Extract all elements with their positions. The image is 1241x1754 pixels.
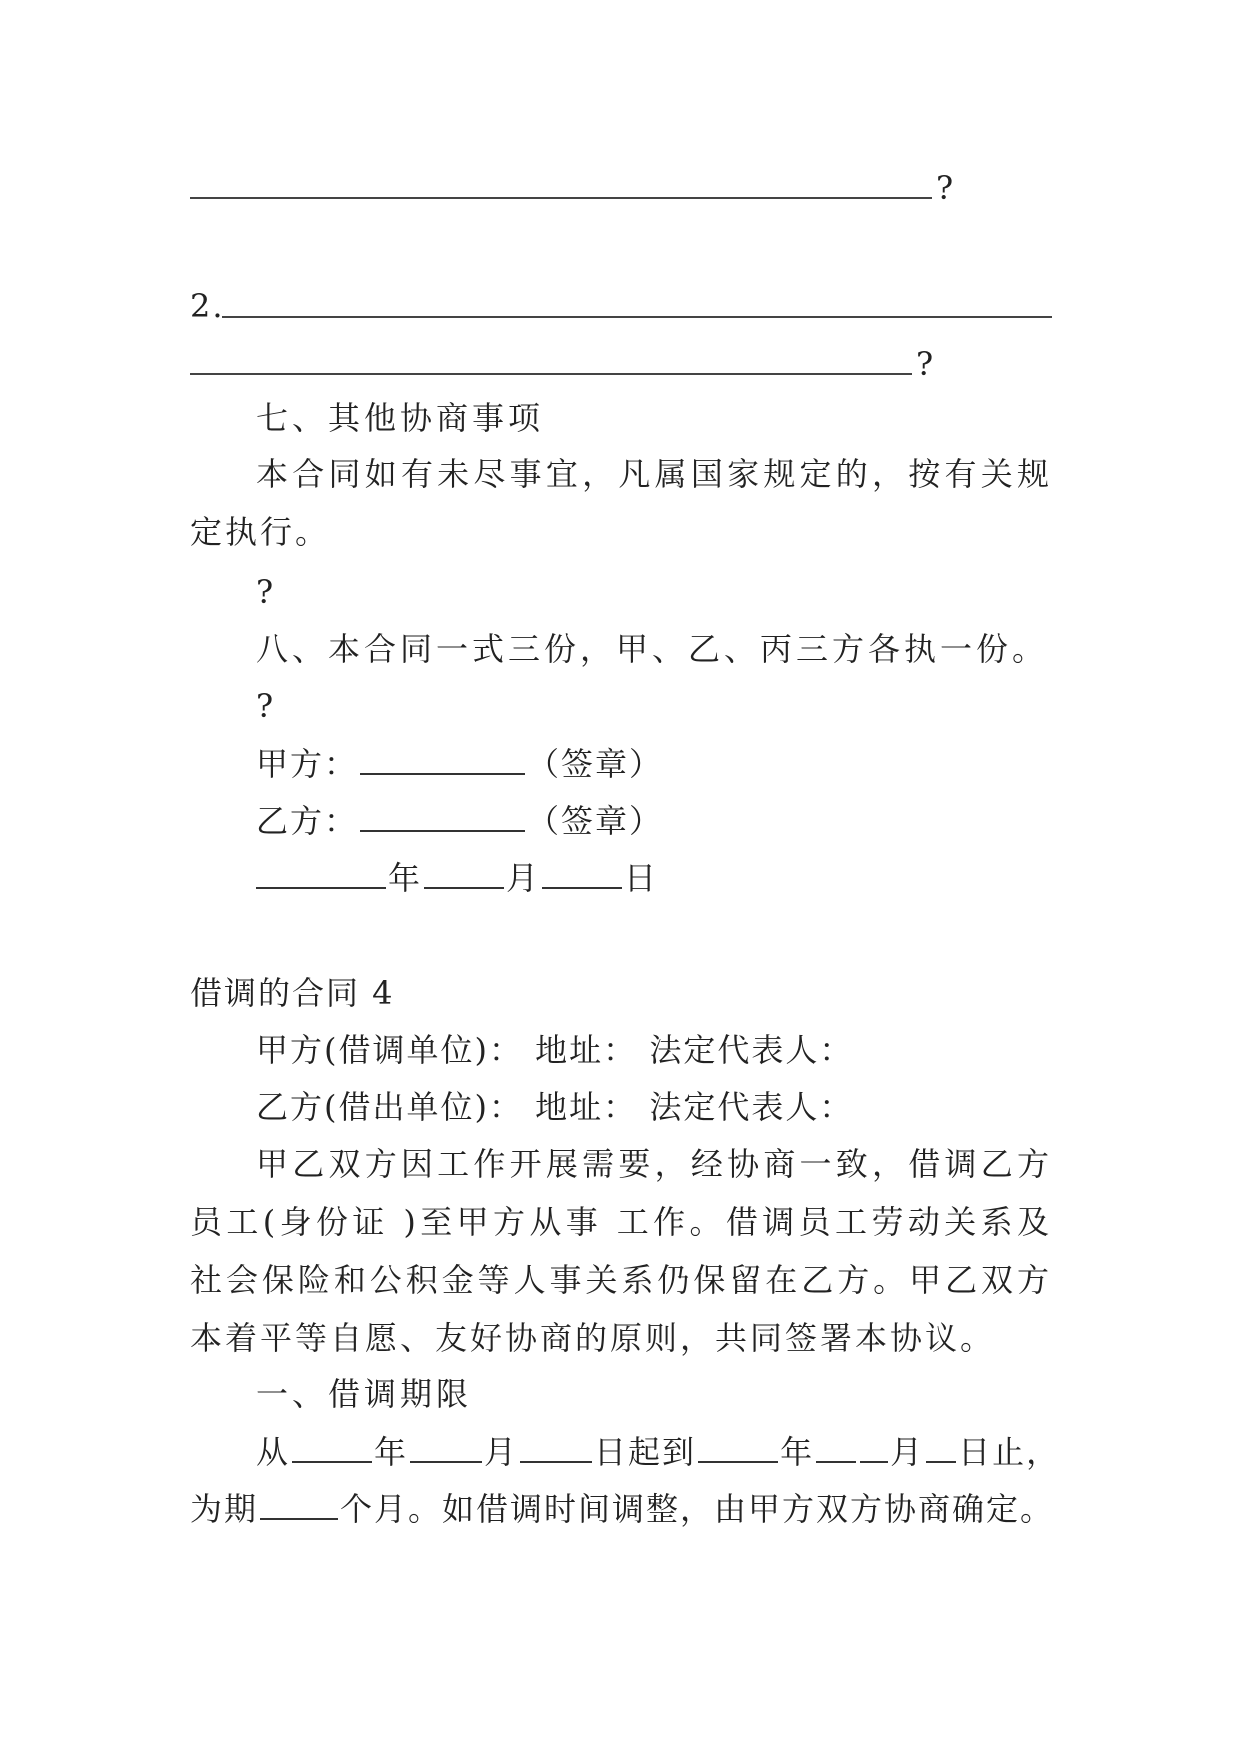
date-line (256, 857, 1116, 898)
end-month-blank (816, 1431, 856, 1463)
start-day-blank (520, 1431, 592, 1463)
months-blank (260, 1488, 338, 1520)
period-from: 从 (256, 1433, 291, 1471)
start-month-label: 月 (484, 1433, 519, 1471)
month-label: 月 (506, 859, 541, 897)
section-heading: 七、其他协商事项 (256, 399, 545, 437)
end-year-blank (698, 1431, 778, 1463)
party-a-signature (256, 743, 1116, 784)
section-heading: 一、借调期限 (256, 1375, 473, 1413)
party-b-signature (256, 800, 1116, 841)
mark: ? (256, 573, 276, 611)
party-a-info: 甲方(借调单位)： 地址： 法定代表人： (256, 1031, 854, 1069)
end-year-label: 年 (780, 1433, 815, 1471)
party-a-label: 甲方： (256, 745, 359, 783)
period-tail: 个月。如借调时间调整，由甲方双方协商确定。 (340, 1490, 1055, 1528)
period-line (256, 1431, 1061, 1472)
end-mark: ? (916, 345, 934, 383)
signature-blank (360, 743, 525, 775)
start-day-label: 日起到 (594, 1433, 697, 1471)
party-b-info: 乙方(借出单位)： 地址： 法定代表人： (256, 1088, 854, 1126)
end-day-label: 日止， (958, 1433, 1061, 1471)
start-month-blank (410, 1431, 482, 1463)
day-label: 日 (624, 859, 659, 897)
item-number: 2. (190, 287, 225, 325)
party-b-label: 乙方： (256, 802, 359, 840)
intro-paragraph: 甲乙双方因工作开展需要，经协商一致，借调乙方员工(身份证 )至甲方从事 工作。借调员工劳动关系及社会保险和公积金等人事关系仍保留在乙方。甲乙双方本着平等自愿、友好协商的原则，共同签署本协议。 (190, 1145, 1052, 1357)
end-day-blank (926, 1431, 956, 1463)
paragraph: 本合同如有未尽事宜，凡属国家规定的，按有关规定执行。 (190, 455, 1052, 551)
end-mark: ? (936, 169, 954, 207)
day-blank (542, 857, 622, 889)
seal-text: （签章） (527, 802, 664, 840)
start-year-label: 年 (374, 1433, 409, 1471)
month-blank (424, 857, 504, 889)
blank-line (190, 197, 932, 199)
seal-text: （签章） (527, 745, 664, 783)
end-month-blank-2 (860, 1431, 888, 1463)
year-label: 年 (388, 859, 423, 897)
start-year-blank (292, 1431, 372, 1463)
period-for: 为期 (190, 1490, 259, 1528)
blank-line (190, 373, 912, 375)
signature-blank (360, 800, 525, 832)
period-duration-line (190, 1488, 1055, 1529)
paragraph: 八、本合同一式三份，甲、乙、丙三方各执一份。 (256, 630, 1049, 668)
end-month-label: 月 (890, 1433, 925, 1471)
contract-title: 借调的合同 4 (190, 974, 395, 1012)
blank-line (222, 316, 1052, 318)
mark: ? (256, 687, 276, 725)
year-blank (256, 857, 386, 889)
